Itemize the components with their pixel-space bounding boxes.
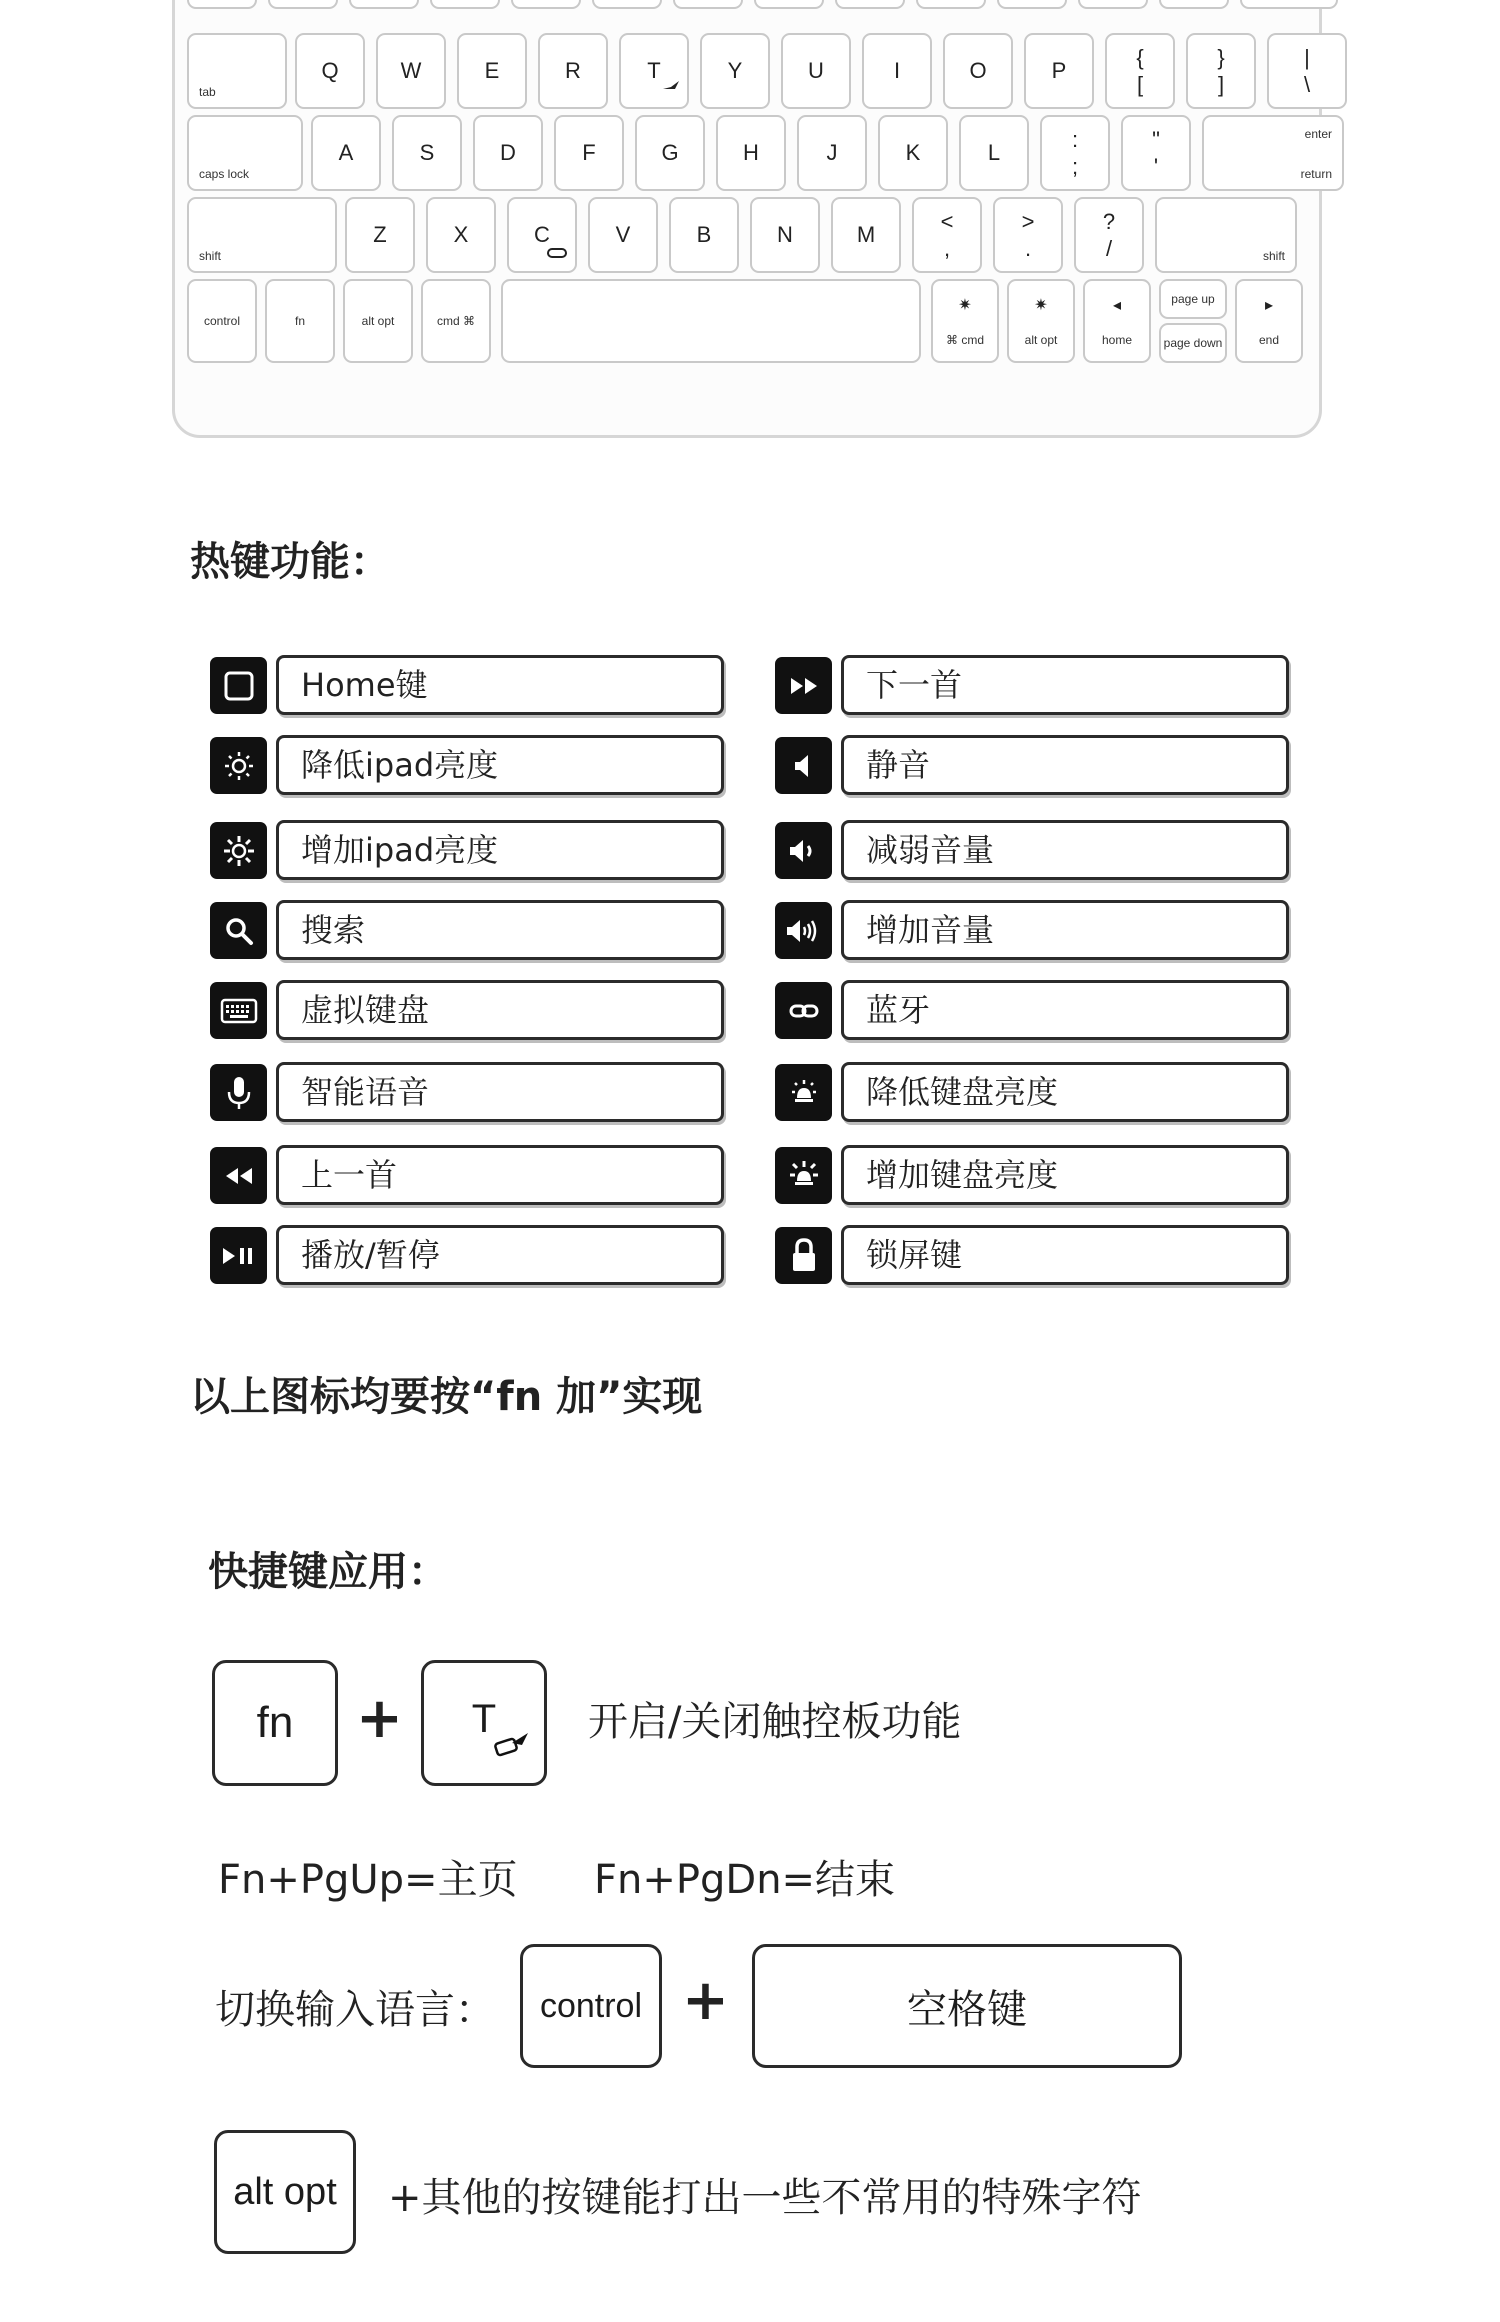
hotkey-label: 降低ipad亮度 bbox=[276, 735, 724, 795]
key-label: caps lock bbox=[199, 167, 250, 181]
key-label: | bbox=[1304, 45, 1310, 71]
page-down-key bbox=[1159, 323, 1227, 363]
alt-opt-key bbox=[343, 279, 413, 363]
space-key: 空格键 bbox=[752, 1944, 1182, 2068]
cmd-right-key bbox=[931, 279, 999, 363]
hotkey-item bbox=[210, 1062, 730, 1124]
key-bracket-close bbox=[1186, 33, 1256, 109]
key-label: [ bbox=[1136, 72, 1144, 98]
key-label: J bbox=[826, 140, 838, 165]
key-label: K bbox=[905, 140, 921, 165]
key-label: C bbox=[534, 222, 550, 247]
alt-opt-right-key bbox=[1007, 279, 1075, 363]
plus-sign: + bbox=[356, 1686, 403, 1751]
key-bracket-open bbox=[1105, 33, 1175, 109]
key-label: Z bbox=[373, 222, 387, 247]
key-label: / bbox=[1105, 236, 1113, 262]
key-o bbox=[943, 33, 1013, 109]
key-2 bbox=[349, 0, 419, 9]
fn-key bbox=[265, 279, 335, 363]
key-11 bbox=[1078, 0, 1148, 9]
key-0 bbox=[187, 0, 257, 9]
key-label: E bbox=[484, 58, 500, 83]
arrow-left-icon: ◂ bbox=[1112, 297, 1122, 314]
key-label: < bbox=[940, 209, 954, 235]
key-label: enter bbox=[1304, 127, 1332, 141]
hotkey-label: 智能语音 bbox=[276, 1062, 724, 1122]
bluetooth-link-icon bbox=[775, 982, 832, 1039]
key-5 bbox=[592, 0, 662, 9]
key-6 bbox=[673, 0, 743, 9]
page-up-key bbox=[1159, 279, 1227, 319]
hotkey-label: 降低键盘亮度 bbox=[841, 1062, 1289, 1122]
hotkey-label: 锁屏键 bbox=[841, 1225, 1289, 1285]
key-d bbox=[473, 115, 543, 191]
hotkey-item bbox=[775, 1225, 1295, 1287]
home-square-icon bbox=[210, 657, 267, 714]
key-comma bbox=[912, 197, 982, 273]
hotkey-item bbox=[775, 735, 1295, 797]
control-key bbox=[187, 279, 257, 363]
key-period bbox=[993, 197, 1063, 273]
key-label: } bbox=[1217, 45, 1225, 71]
key-label: fn bbox=[294, 314, 305, 328]
key-label: F bbox=[582, 140, 596, 165]
brightness-up-icon bbox=[210, 822, 267, 879]
hotkey-item bbox=[210, 900, 730, 962]
key-label: . bbox=[1024, 236, 1032, 262]
touchpad-desc: 开启/关闭触控板功能 bbox=[588, 1699, 962, 1745]
hotkey-label: 下一首 bbox=[841, 655, 1289, 715]
backspace-key bbox=[1240, 0, 1338, 9]
key-label: home bbox=[1101, 333, 1133, 347]
key-label: ' bbox=[1153, 154, 1159, 180]
tab-key bbox=[187, 33, 287, 109]
language-switch-label: 切换输入语言： bbox=[215, 1987, 495, 2033]
key-label: W bbox=[400, 58, 422, 83]
key-10 bbox=[997, 0, 1067, 9]
key-label: Q bbox=[321, 58, 339, 83]
key-label: ⌘ cmd bbox=[945, 333, 984, 347]
key-label: N bbox=[777, 222, 793, 247]
key-label: cmd ⌘ bbox=[436, 314, 475, 328]
key-label: R bbox=[565, 58, 581, 83]
rewind-icon bbox=[210, 1147, 267, 1204]
hotkey-item bbox=[775, 980, 1295, 1042]
key-label: end bbox=[1258, 333, 1280, 347]
key-label: shift bbox=[199, 249, 222, 263]
key-j bbox=[797, 115, 867, 191]
hotkey-label: 搜索 bbox=[276, 900, 724, 960]
key-label: \ bbox=[1303, 72, 1311, 98]
hotkey-label: 蓝牙 bbox=[841, 980, 1289, 1040]
shift-left-key bbox=[187, 197, 337, 273]
key-x bbox=[426, 197, 496, 273]
key-label: alt opt bbox=[1024, 333, 1058, 347]
touchpad-icon bbox=[492, 1722, 534, 1767]
key-l bbox=[959, 115, 1029, 191]
key-8 bbox=[835, 0, 905, 9]
pgdn-shortcut: Fn+PgDn=结束 bbox=[594, 1857, 896, 1903]
hotkey-item bbox=[210, 655, 730, 717]
shortcuts-title: 快捷键应用： bbox=[208, 1549, 448, 1595]
space-key bbox=[501, 279, 921, 363]
hotkey-label: Home键 bbox=[276, 655, 724, 715]
key-label: G bbox=[661, 140, 679, 165]
key-label: X bbox=[453, 222, 469, 247]
brightness-down-icon bbox=[210, 737, 267, 794]
hotkey-item bbox=[775, 1062, 1295, 1124]
key-t bbox=[619, 33, 689, 109]
backlight-up-icon bbox=[775, 1147, 832, 1204]
key-k bbox=[878, 115, 948, 191]
key-label: control bbox=[203, 314, 241, 328]
key-12 bbox=[1159, 0, 1229, 9]
hotkeys-note: 以上图标均要按“fn 加”实现 bbox=[190, 1374, 703, 1420]
key-f bbox=[554, 115, 624, 191]
key-label: " bbox=[1152, 127, 1160, 153]
microphone-icon bbox=[210, 1064, 267, 1121]
keyboard-icon bbox=[210, 982, 267, 1039]
return-key bbox=[1202, 115, 1344, 191]
key-label: L bbox=[987, 140, 1001, 165]
search-icon bbox=[210, 902, 267, 959]
hotkey-item bbox=[775, 820, 1295, 882]
key-label: page up bbox=[1171, 292, 1215, 306]
key-a bbox=[311, 115, 381, 191]
key-label: return bbox=[1300, 167, 1332, 181]
hotkey-label: 增加键盘亮度 bbox=[841, 1145, 1289, 1205]
fast-forward-icon bbox=[775, 657, 832, 714]
key-label: ? bbox=[1102, 209, 1116, 235]
key-label: H bbox=[743, 140, 759, 165]
t-key-label: T bbox=[471, 1696, 497, 1741]
key-label: > bbox=[1021, 209, 1035, 235]
key-label: { bbox=[1136, 45, 1144, 71]
end-key bbox=[1235, 279, 1303, 363]
key-quote bbox=[1121, 115, 1191, 191]
key-w bbox=[376, 33, 446, 109]
key-semicolon bbox=[1040, 115, 1110, 191]
key-b bbox=[669, 197, 739, 273]
key-label: D bbox=[500, 140, 516, 165]
hotkey-item bbox=[210, 735, 730, 797]
hotkey-label: 静音 bbox=[841, 735, 1289, 795]
key-v bbox=[588, 197, 658, 273]
key-label: tab bbox=[199, 85, 216, 99]
key-label: alt opt bbox=[361, 314, 395, 328]
hotkey-label: 虚拟键盘 bbox=[276, 980, 724, 1040]
key-label: P bbox=[1051, 58, 1067, 83]
hotkey-label: 增加ipad亮度 bbox=[276, 820, 724, 880]
key-z bbox=[345, 197, 415, 273]
backlight-down-icon bbox=[775, 1064, 832, 1121]
key-i bbox=[862, 33, 932, 109]
key-9 bbox=[916, 0, 986, 9]
home-key bbox=[1083, 279, 1151, 363]
key-3 bbox=[430, 0, 500, 9]
key-p bbox=[1024, 33, 1094, 109]
key-h bbox=[716, 115, 786, 191]
key-label: ] bbox=[1217, 72, 1225, 98]
key-label: V bbox=[615, 222, 631, 247]
hotkeys-title: 热键功能： bbox=[190, 539, 390, 585]
key-s bbox=[392, 115, 462, 191]
key-n bbox=[750, 197, 820, 273]
key-4 bbox=[511, 0, 581, 9]
key-g bbox=[635, 115, 705, 191]
hotkey-item bbox=[210, 980, 730, 1042]
hotkey-item bbox=[210, 1225, 730, 1287]
key-label: , bbox=[943, 236, 951, 262]
key-7 bbox=[754, 0, 824, 9]
hotkey-item bbox=[210, 1145, 730, 1207]
key-label: Y bbox=[727, 58, 743, 83]
hotkey-label: 播放/暂停 bbox=[276, 1225, 724, 1285]
keyboard-layout bbox=[172, 0, 1332, 438]
lock-icon bbox=[775, 1227, 832, 1284]
alt-opt-desc: +其他的按键能打出一些不常用的特殊字符 bbox=[388, 2175, 1142, 2221]
key-label: A bbox=[338, 140, 354, 165]
key-label: ; bbox=[1071, 154, 1079, 180]
key-label: S bbox=[419, 140, 435, 165]
key-y bbox=[700, 33, 770, 109]
key-slash bbox=[1074, 197, 1144, 273]
pgup-shortcut: Fn+PgUp=主页 bbox=[218, 1857, 518, 1903]
fn-key: fn bbox=[212, 1660, 338, 1786]
key-e bbox=[457, 33, 527, 109]
key-q bbox=[295, 33, 365, 109]
play-pause-icon bbox=[210, 1227, 267, 1284]
key-label: M bbox=[856, 222, 876, 247]
key-label: B bbox=[696, 222, 712, 247]
key-m bbox=[831, 197, 901, 273]
shift-right-key bbox=[1155, 197, 1297, 273]
key-label: : bbox=[1071, 127, 1079, 153]
key-label: shift bbox=[1262, 249, 1285, 263]
hotkey-label: 增加音量 bbox=[841, 900, 1289, 960]
arrow-right-icon: ▸ bbox=[1264, 297, 1274, 314]
cmd-key bbox=[421, 279, 491, 363]
key-1 bbox=[268, 0, 338, 9]
hotkey-item bbox=[775, 1145, 1295, 1207]
t-key bbox=[421, 1660, 547, 1786]
alt-opt-key: alt opt bbox=[214, 2130, 356, 2254]
plus-sign: + bbox=[682, 1968, 729, 2033]
key-r bbox=[538, 33, 608, 109]
key-u bbox=[781, 33, 851, 109]
hotkey-item bbox=[210, 820, 730, 882]
volume-down-icon bbox=[775, 822, 832, 879]
key-c bbox=[507, 197, 577, 273]
brightness-icon: ✷ bbox=[958, 297, 972, 314]
brightness-icon: ✷ bbox=[1034, 297, 1048, 314]
key-label: T bbox=[647, 58, 661, 83]
hotkey-label: 减弱音量 bbox=[841, 820, 1289, 880]
key-label: I bbox=[893, 58, 901, 83]
hotkey-item bbox=[775, 900, 1295, 962]
mute-icon bbox=[775, 737, 832, 794]
volume-up-icon bbox=[775, 902, 832, 959]
key-pipe bbox=[1267, 33, 1347, 109]
hotkey-label: 上一首 bbox=[276, 1145, 724, 1205]
caps-lock-key bbox=[187, 115, 303, 191]
key-label: U bbox=[808, 58, 824, 83]
hotkey-item bbox=[775, 655, 1295, 717]
key-label: O bbox=[969, 58, 987, 83]
control-key: control bbox=[520, 1944, 662, 2068]
key-label: page down bbox=[1163, 336, 1223, 350]
